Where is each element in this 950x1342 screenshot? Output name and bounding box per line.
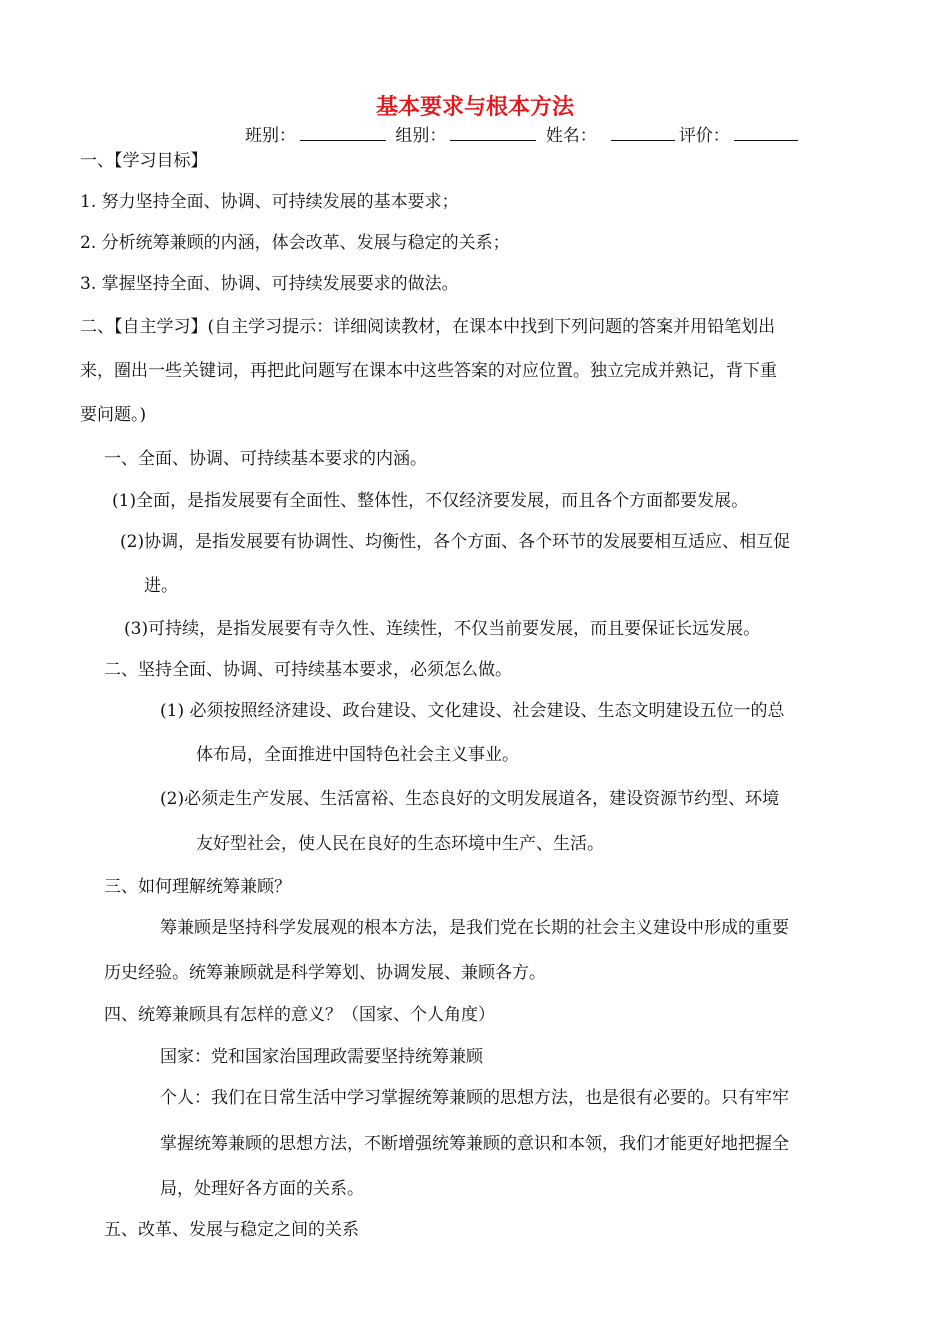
question-1-point-2: (2)协调，是指发展要有协调性、均衡性，各个方面、各个环节的发展要相互适应、相互促 [120,532,791,552]
class-blank [300,124,386,141]
question-4-personal: 个人：我们在日常生活中学习掌握统筹兼顾的思想方法，也是很有必要的。只有牢牢 [160,1088,789,1108]
student-info-line [245,124,802,147]
class-label: 班别： [245,126,296,146]
group-label: 组别： [395,126,447,146]
question-2-point-2: (2)必须走生产发展、生活富裕、生态良好的文明发展道各，建设资源节约型、环境 [160,789,780,809]
question-4-personal-cont-2: 局，处理好各方面的关系。 [160,1179,364,1199]
question-1-point-2-cont: 进。 [144,576,178,596]
goal-item-1: 1. 努力坚持全面、协调、可持续发展的基本要求； [80,192,459,212]
question-4-national: 国家：党和国家治国理政需要坚持统筹兼顾 [160,1047,483,1067]
eval-blank [734,124,798,141]
group-blank [450,124,536,141]
self-study-intro-line-2: 来，圈出一些关键词，再把此问题写在课本中这些答案的对应位置。独立完成并熟记，背下重 [80,361,777,381]
self-study-intro-line-1: 二、【自主学习】(自主学习提示：详细阅读教材，在课本中找到下列问题的答案并用铅笔划出 [80,317,776,337]
goal-item-2: 2. 分析统筹兼顾的内涵，体会改革、发展与稳定的关系； [80,233,510,253]
page-title: 基本要求与根本方法 [375,95,574,120]
question-5-heading: 五、改革、发展与稳定之间的关系 [104,1220,359,1240]
question-2-point-1: (1) 必须按照经济建设、政台建设、文化建设、社会建设、生态文明建设五位一的总 [160,701,785,721]
question-3-heading: 三、如何理解统筹兼顾？ [104,877,291,897]
question-1-point-3: (3)可持续，是指发展要有寺久性、连续性，不仅当前要发展，而且要保证长远发展。 [124,619,761,639]
question-3-paragraph: 筹兼顾是坚持科学发展观的根本方法，是我们党在长期的社会主义建设中形成的重要 [160,918,789,938]
goal-item-3: 3. 掌握坚持全面、协调、可持续发展要求的做法。 [80,274,459,294]
eval-label: 评价： [678,126,730,146]
question-4-heading: 四、统筹兼顾具有怎样的意义？（国家、个人角度） [104,1005,495,1025]
question-2-point-1-cont: 体布局，全面推进中国特色社会主义事业。 [196,745,519,765]
question-3-paragraph-cont: 历史经验。统筹兼顾就是科学筹划、协调发展、兼顾各方。 [104,963,546,983]
question-4-personal-cont-1: 掌握统筹兼顾的思想方法，不断增强统筹兼顾的意识和本领，我们才能更好地把握全 [160,1134,789,1154]
question-2-point-2-cont: 友好型社会，使人民在良好的生态环境中生产、生活。 [196,834,604,854]
question-2-heading: 二、坚持全面、协调、可持续基本要求，必须怎么做。 [104,660,512,680]
question-1-point-1: (1)全面，是指发展要有全面性、整体性，不仅经济要发展，而且各个方面都要发展。 [112,491,749,511]
name-label: 姓名： [545,126,597,146]
self-study-intro-line-3: 要问题。) [80,405,147,425]
name-blank [611,124,675,141]
section-heading-goals: 一、【学习目标】 [80,151,208,171]
question-1-heading: 一、全面、协调、可持续基本要求的内涵。 [104,449,427,469]
